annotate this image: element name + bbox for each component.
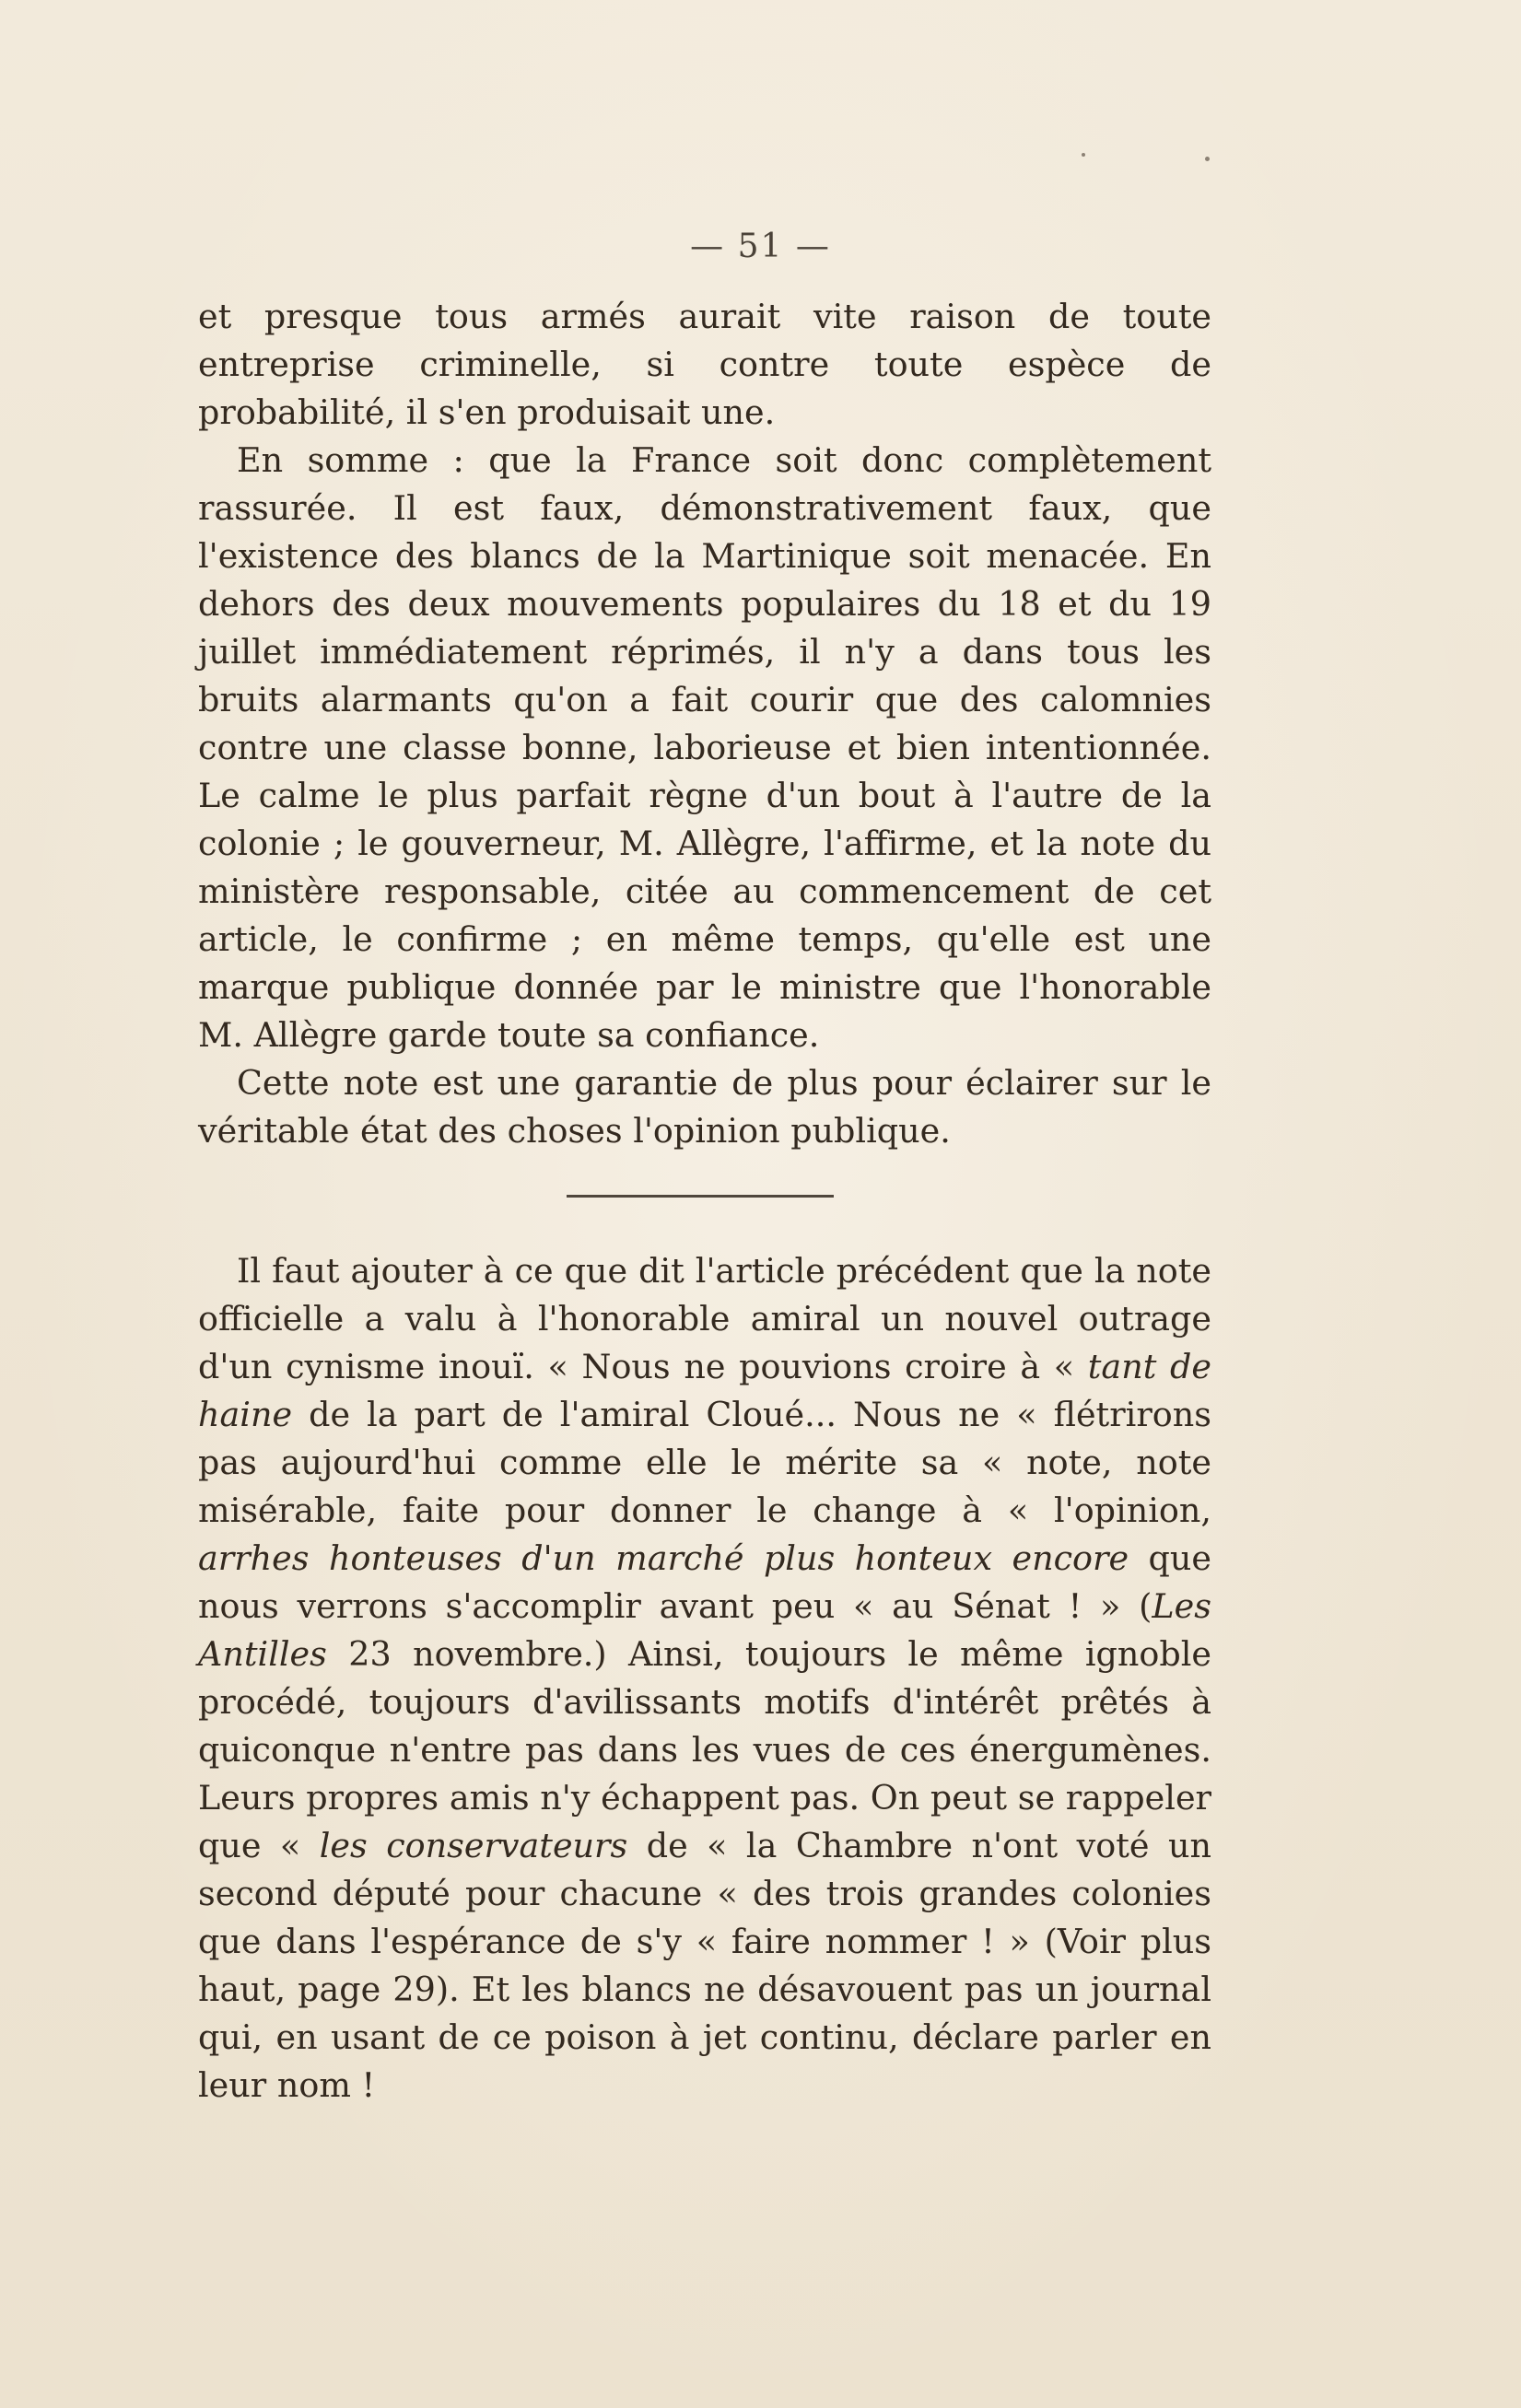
- page-number: — 51 —: [690, 228, 831, 265]
- paper-speck: [1205, 157, 1210, 161]
- paragraph-il-faut-ajouter: [198, 1247, 1211, 2110]
- text-run: Il faut ajouter à ce que dit l'article précédent que la note officielle a valu à l'honorable amiral un nouvel outrage d'un cynisme inouï. « Nous ne pouvions croire à «: [198, 1251, 1211, 1386]
- italic-journal-title: Les Antilles: [198, 1586, 1211, 1674]
- paper-speck: [1082, 153, 1085, 157]
- text-run: de la part de l'amiral Cloué... Nous ne « flétrirons pas aujourd'hui comme elle le mérite sa « note, note misérable, faite pour donner le change à « l'opinion,: [198, 1395, 1211, 1530]
- text-section-one: [198, 293, 1211, 1155]
- text-run: que nous verrons s'accomplir avant peu « au Sénat ! » (: [198, 1538, 1211, 1626]
- section-separator-rule: [567, 1195, 834, 1198]
- paragraph-cette-note: Cette note est une garantie de plus pour éclairer sur le véritable état des choses l'opinion publique.: [198, 1063, 1211, 1151]
- italic-quote: arrhes honteuses d'un marché plus honteux encore: [198, 1538, 1129, 1578]
- text-run: 23 novembre.) Ainsi, toujours le même ignoble procédé, toujours d'avilissants motifs d'intérêt prêtés à quiconque n'entre pas dans les vues de ces énergumènes. Leurs propres amis n'y échappent pas. On peut se rappeler que «: [198, 1634, 1211, 1865]
- text-section-two: [198, 1247, 1211, 2110]
- italic-quote: tant de haine: [198, 1347, 1211, 1434]
- italic-quote: les conservateurs: [319, 1826, 628, 1865]
- paragraph-continuation: et presque tous armés aurait vite raison de toute entreprise criminelle, si contre toute espèce de probabilité, il s'en produisait une.: [198, 297, 1211, 432]
- text-run: de « la Chambre n'ont voté un second député pour chacune « des trois grandes colonies que dans l'espérance de s'y « faire nommer ! » (Voir plus haut, page 29). Et les blancs ne désavouent pas un journal qui, en usant de ce poison à jet continu, déclare parler en leur nom !: [198, 1826, 1211, 2105]
- paragraph-en-somme: En somme : que la France soit donc complètement rassurée. Il est faux, démonstrativement faux, que l'existence des blancs de la Martinique soit menacée. En dehors des deux mouvements populaires du 18 et du 19 juillet immédiatement réprimés, il n'y a dans tous les bruits alarmants qu'on a fait courir que des calomnies contre une classe bonne, laborieuse et bien intentionnée. Le calme le plus parfait règne d'un bout à l'autre de la colonie ; le gouverneur, M. Allègre, l'affirme, et la note du ministère responsable, citée au commencement de cet article, le confirme ; en même temps, qu'elle est une marque publique donnée par le ministre que l'honorable M. Allègre garde toute sa confiance.: [198, 440, 1211, 1055]
